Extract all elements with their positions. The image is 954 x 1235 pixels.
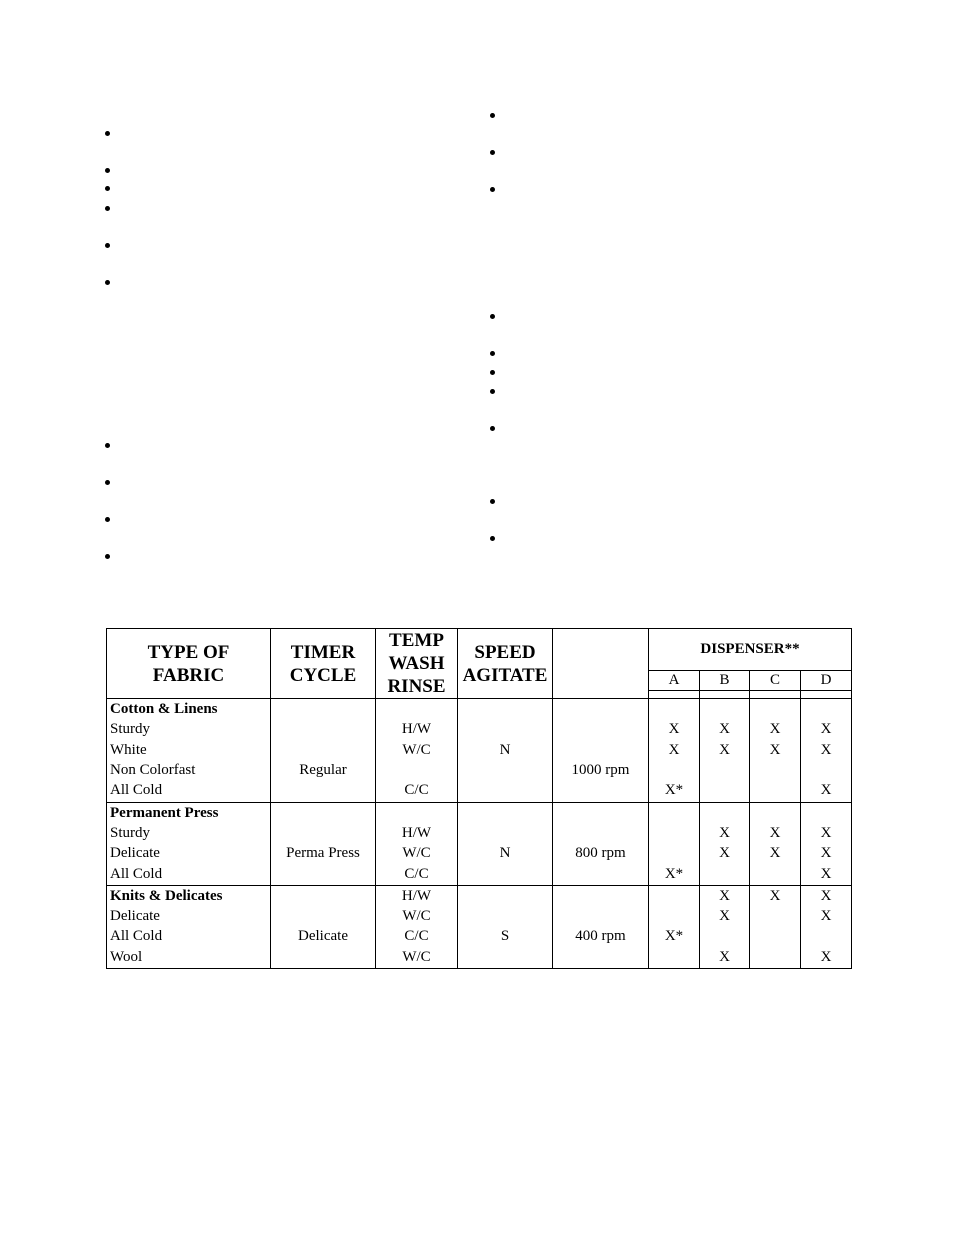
bullet-left-7: [105, 443, 110, 448]
temp-value: C/C: [404, 782, 429, 799]
dispenser-mark: [649, 760, 699, 780]
bullet-left-3: [105, 186, 110, 191]
fabric-item: All Cold: [110, 865, 163, 882]
fabric-item: Wool: [110, 948, 143, 965]
dispenser-c-cell: [750, 885, 801, 968]
dispenser-d-cell: [801, 802, 852, 885]
fabric-item: Sturdy: [110, 824, 151, 841]
dispenser-mark: [649, 906, 699, 926]
dispenser-b-cell: [700, 699, 750, 803]
temp-value: H/W: [401, 721, 432, 738]
table-row-group-knits: [107, 885, 852, 968]
dispenser-mark: [649, 823, 699, 843]
speed-cell: [458, 802, 553, 885]
temp-cell: [376, 802, 458, 885]
timer-cell: [271, 699, 376, 803]
timer-cell: [271, 885, 376, 968]
bullet-left-10: [105, 554, 110, 559]
bullet-left-4: [105, 206, 110, 211]
dispenser-mark: X: [719, 845, 730, 862]
dispenser-mark: [649, 947, 699, 967]
fabric-item: Non Colorfast: [110, 761, 196, 778]
group-title: Permanent Press: [110, 804, 219, 821]
dispenser-mark: X: [820, 908, 832, 925]
wash-settings-table: [106, 628, 852, 969]
bullet-right-4: [490, 314, 495, 319]
fabric-item: Delicate: [110, 845, 160, 862]
dispenser-mark: X: [769, 721, 781, 738]
bullet-right-6: [490, 370, 495, 375]
bullet-right-5: [490, 351, 495, 356]
temp-value: C/C: [404, 928, 429, 945]
bullet-right-7: [490, 389, 495, 394]
dispenser-c-cell: [750, 699, 801, 803]
dispenser-mark: [700, 780, 749, 800]
dispenser-a-cell: [649, 885, 700, 968]
spin-value: 800 rpm: [575, 845, 626, 862]
dispenser-mark: X: [719, 741, 730, 758]
bullet-right-8: [490, 426, 495, 431]
dispenser-mark: X*: [664, 928, 684, 945]
speed-cell: [458, 885, 553, 968]
temp-value: [376, 760, 457, 780]
temp-value: W/C: [402, 845, 431, 862]
header-spin: [553, 629, 649, 699]
dispenser-mark: X: [719, 887, 730, 904]
dispenser-mark: X: [820, 782, 832, 799]
dispenser-b-cell: [700, 885, 750, 968]
bullet-right-10: [490, 536, 495, 541]
header-temp: TEMP WASH RINSE: [376, 629, 458, 699]
speed-cell: [458, 699, 553, 803]
dispenser-d-cell: [801, 885, 852, 968]
bullet-right-2: [490, 150, 495, 155]
bullet-left-6: [105, 280, 110, 285]
dispenser-mark: [649, 886, 699, 906]
header-fabric: TYPE OF FABRIC: [107, 629, 271, 699]
temp-value: H/W: [401, 824, 432, 841]
dispenser-mark: [700, 926, 749, 946]
spin-cell: [553, 802, 649, 885]
dispenser-mark: X: [769, 741, 781, 758]
temp-value: H/W: [401, 887, 432, 904]
speed-value: N: [499, 845, 511, 862]
fabric-item: All Cold: [110, 928, 163, 945]
dispenser-mark: [750, 906, 800, 926]
fabric-cell: [107, 885, 271, 968]
bullet-right-9: [490, 499, 495, 504]
speed-value: N: [499, 741, 511, 758]
bullet-left-5: [105, 243, 110, 248]
header-dispenser-c: C: [750, 671, 801, 691]
dispenser-mark: X: [820, 721, 832, 738]
dispenser-c-cell: [750, 802, 801, 885]
bullet-right-1: [490, 113, 495, 118]
speed-value: S: [500, 928, 510, 945]
dispenser-mark: X: [820, 845, 832, 862]
table-row-group-permanent-press: [107, 802, 852, 885]
fabric-cell: [107, 802, 271, 885]
dispenser-mark: [750, 760, 800, 780]
header-dispenser-b: B: [700, 671, 750, 691]
header-spacer: [649, 691, 700, 699]
bullet-left-1: [105, 131, 110, 136]
dispenser-mark: X: [820, 741, 832, 758]
dispenser-mark: [801, 926, 851, 946]
dispenser-mark: X: [719, 721, 730, 738]
header-spacer: [801, 691, 852, 699]
header-speed: SPEED AGITATE: [458, 629, 553, 699]
dispenser-mark: [700, 760, 749, 780]
timer-value: Perma Press: [286, 845, 360, 862]
fabric-cell: [107, 699, 271, 803]
bullet-left-2: [105, 168, 110, 173]
dispenser-mark: X: [820, 865, 832, 882]
temp-value: W/C: [402, 741, 431, 758]
dispenser-mark: X: [820, 824, 832, 841]
timer-value: Regular: [299, 761, 347, 778]
spin-cell: [553, 699, 649, 803]
header-spacer: [700, 691, 750, 699]
temp-value: W/C: [402, 948, 431, 965]
fabric-item: Sturdy: [110, 721, 151, 738]
dispenser-mark: [700, 864, 749, 884]
fabric-item: Delicate: [110, 908, 160, 925]
dispenser-mark: [750, 780, 800, 800]
dispenser-b-cell: [700, 802, 750, 885]
dispenser-mark: X: [668, 741, 680, 758]
dispenser-mark: X: [769, 887, 781, 904]
dispenser-mark: X*: [664, 782, 684, 799]
fabric-item: White: [110, 741, 147, 758]
header-dispenser-a: A: [649, 671, 700, 691]
temp-value: W/C: [402, 908, 431, 925]
dispenser-mark: X: [769, 845, 781, 862]
dispenser-mark: X: [719, 908, 730, 925]
dispenser-mark: X: [769, 824, 781, 841]
dispenser-mark: X: [719, 948, 730, 965]
timer-cell: [271, 802, 376, 885]
group-title: Cotton & Linens: [110, 701, 218, 717]
dispenser-mark: X: [820, 948, 832, 965]
dispenser-mark: [750, 926, 800, 946]
dispenser-a-cell: [649, 802, 700, 885]
dispenser-mark: [750, 947, 800, 967]
header-dispenser-d: D: [801, 671, 852, 691]
dispenser-mark: X: [820, 887, 832, 904]
dispenser-mark: [649, 843, 699, 863]
bullet-right-3: [490, 187, 495, 192]
dispenser-mark: [801, 760, 851, 780]
dispenser-mark: X: [668, 721, 680, 738]
spin-value: 400 rpm: [575, 928, 626, 945]
group-title: Knits & Delicates: [110, 887, 223, 904]
bullet-left-8: [105, 480, 110, 485]
table-row-group-cotton: [107, 699, 852, 803]
dispenser-d-cell: [801, 699, 852, 803]
fabric-item: All Cold: [110, 782, 163, 799]
spin-cell: [553, 885, 649, 968]
temp-cell: [376, 699, 458, 803]
header-dispenser: DISPENSER**: [649, 629, 852, 671]
spin-value: 1000 rpm: [571, 761, 630, 778]
header-spacer: [750, 691, 801, 699]
bullet-left-9: [105, 517, 110, 522]
dispenser-mark: X: [719, 824, 730, 841]
dispenser-mark: [750, 864, 800, 884]
dispenser-mark: X*: [664, 865, 684, 882]
timer-value: Delicate: [298, 928, 348, 945]
header-timer: TIMER CYCLE: [271, 629, 376, 699]
dispenser-a-cell: [649, 699, 700, 803]
wash-settings-table-wrap: [106, 628, 851, 969]
temp-cell: [376, 885, 458, 968]
temp-value: C/C: [404, 865, 429, 882]
